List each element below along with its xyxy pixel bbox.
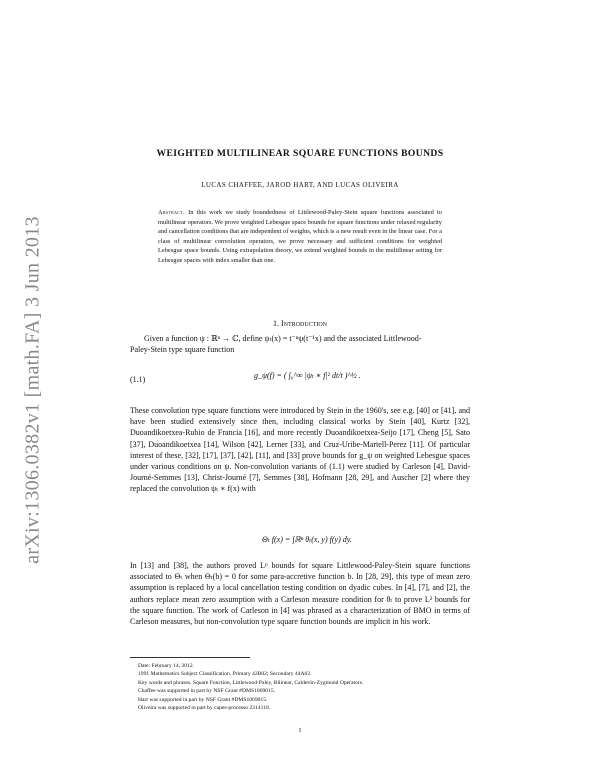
footnote-chaffee: Chaffee was supported in part by NSF Grant #DMS1069015. bbox=[138, 688, 276, 695]
intro-line-2: Paley-Stein type square function bbox=[130, 345, 235, 355]
paper-title: WEIGHTED MULTILINEAR SQUARE FUNCTIONS BOUNDS bbox=[156, 148, 444, 159]
equation-number-1-1: (1.1) bbox=[130, 375, 146, 384]
intro-line-1: Given a function ψ : ℝⁿ → ℂ, define ψₜ(x) = t⁻ⁿψ(t⁻¹x) and the associated Littlewood- bbox=[144, 334, 422, 343]
arxiv-sidebar-stamp bbox=[18, 190, 48, 590]
abstract-label: Abstract. bbox=[158, 209, 185, 216]
arxiv-id: arXiv:1306.0382v1 [math.FA] 3 Jun 2013 bbox=[21, 216, 44, 564]
equation-square-function: g_ψ(f) = ( ∫₀^∞ |ψₜ ∗ f|² dt/t )^½ . bbox=[254, 371, 361, 380]
section-heading bbox=[0, 319, 600, 328]
equation-theta-operator: Θₜ f(x) = ∫ℝⁿ θₜ(x, y) f(y) dy. bbox=[262, 535, 352, 544]
footnote-msc: 1991 Mathematics Subject Classification. Primary 42B02; Secondary 44A02. bbox=[138, 671, 312, 678]
section-name: Introduction bbox=[281, 319, 327, 328]
footnotes bbox=[130, 657, 470, 712]
footnote-keywords: Key words and phrases. Square Function, Littlewood-Paley, Bilinear, Calderón-Zygmund Operators. bbox=[138, 679, 364, 686]
intro-paragraph-1 bbox=[130, 333, 470, 355]
footnote-date: Date: February 14, 2012. bbox=[138, 663, 195, 669]
footnote-hart: Hart was supported in part by NSF Grant #DMS1069015. bbox=[138, 696, 268, 703]
footnote-rule bbox=[130, 657, 250, 658]
author-list: LUCAS CHAFFEE, JAROD HART, AND LUCAS OLIVEIRA bbox=[201, 181, 399, 189]
abstract bbox=[158, 208, 442, 266]
intro-paragraph-3: In [13] and [38], the authors proved Lᵖ bounds for square Littlewood-Paley-Stein square functions associated to Θₜ when Θₜ(b) = 0 for some para-accretive function b. In [28, 29], this type of mean zero assumption is replaced by a local cancellation testing condition on dyadic cubes. In [4], [7], and [2], the authors replace mean zero assumption with a Carleson measure condition for θₜ to prove L² bounds for the square function. The work of Carleson in [4] was phrased as a characterization of BMO in terms of Carleson measures, but non-convolution type square function bounds are implicit in his work. bbox=[130, 561, 470, 627]
footnote-oliveira: Oliveira was supported in part by capes-processo 2314118. bbox=[138, 705, 271, 712]
intro-paragraph-2: These convolution type square functions were introduced by Stein in the 1960's, see e.g. [40] or [41], and have been studied extensively since then, including classical works by Stein [40], Kurtz [32], Duoandikoetxea-Rubio de Francia [16], and more recently Duoandikoetxea-Seijo [17], Cheng [5], Sato [37], Duoandikoetxea [14], Wilson [42], Lerner [33], and Cruz-Uribe-Martell-Perez [11]. Of particular interest of these, [32], [17], [37], [42], [11], and [33] prove bounds for g_ψ on weighted Lebesgue spaces under various conditions on ψ. Non-convolution variants of (1.1) were studied by Carleson [4], David-Journé-Semmes [13], Christ-Journé [7], Semmes [38], Hofmann [28, 29], and Auscher [2] where they replaced the convolution ψₜ ∗ f(x) with bbox=[130, 406, 470, 494]
abstract-text: In this work we study boundedness of Littlewood-Paley-Stein square functions associated to multilinear operators. We prove weighted Lebesgue space bounds for square functions under relaxed regularity and cancellation conditions that are independent of weights, which is a new result even in the linear case. For a class of multilinear convolution operators, we prove necessary and sufficient conditions for weighted Lebesgue space bounds. Using extrapolation theory, we extend weighted bounds in the multilinear setting for Lebesgue spaces with index smaller than one. bbox=[158, 209, 442, 264]
page-number: 1 bbox=[298, 727, 302, 734]
section-number: 1. bbox=[273, 319, 279, 328]
